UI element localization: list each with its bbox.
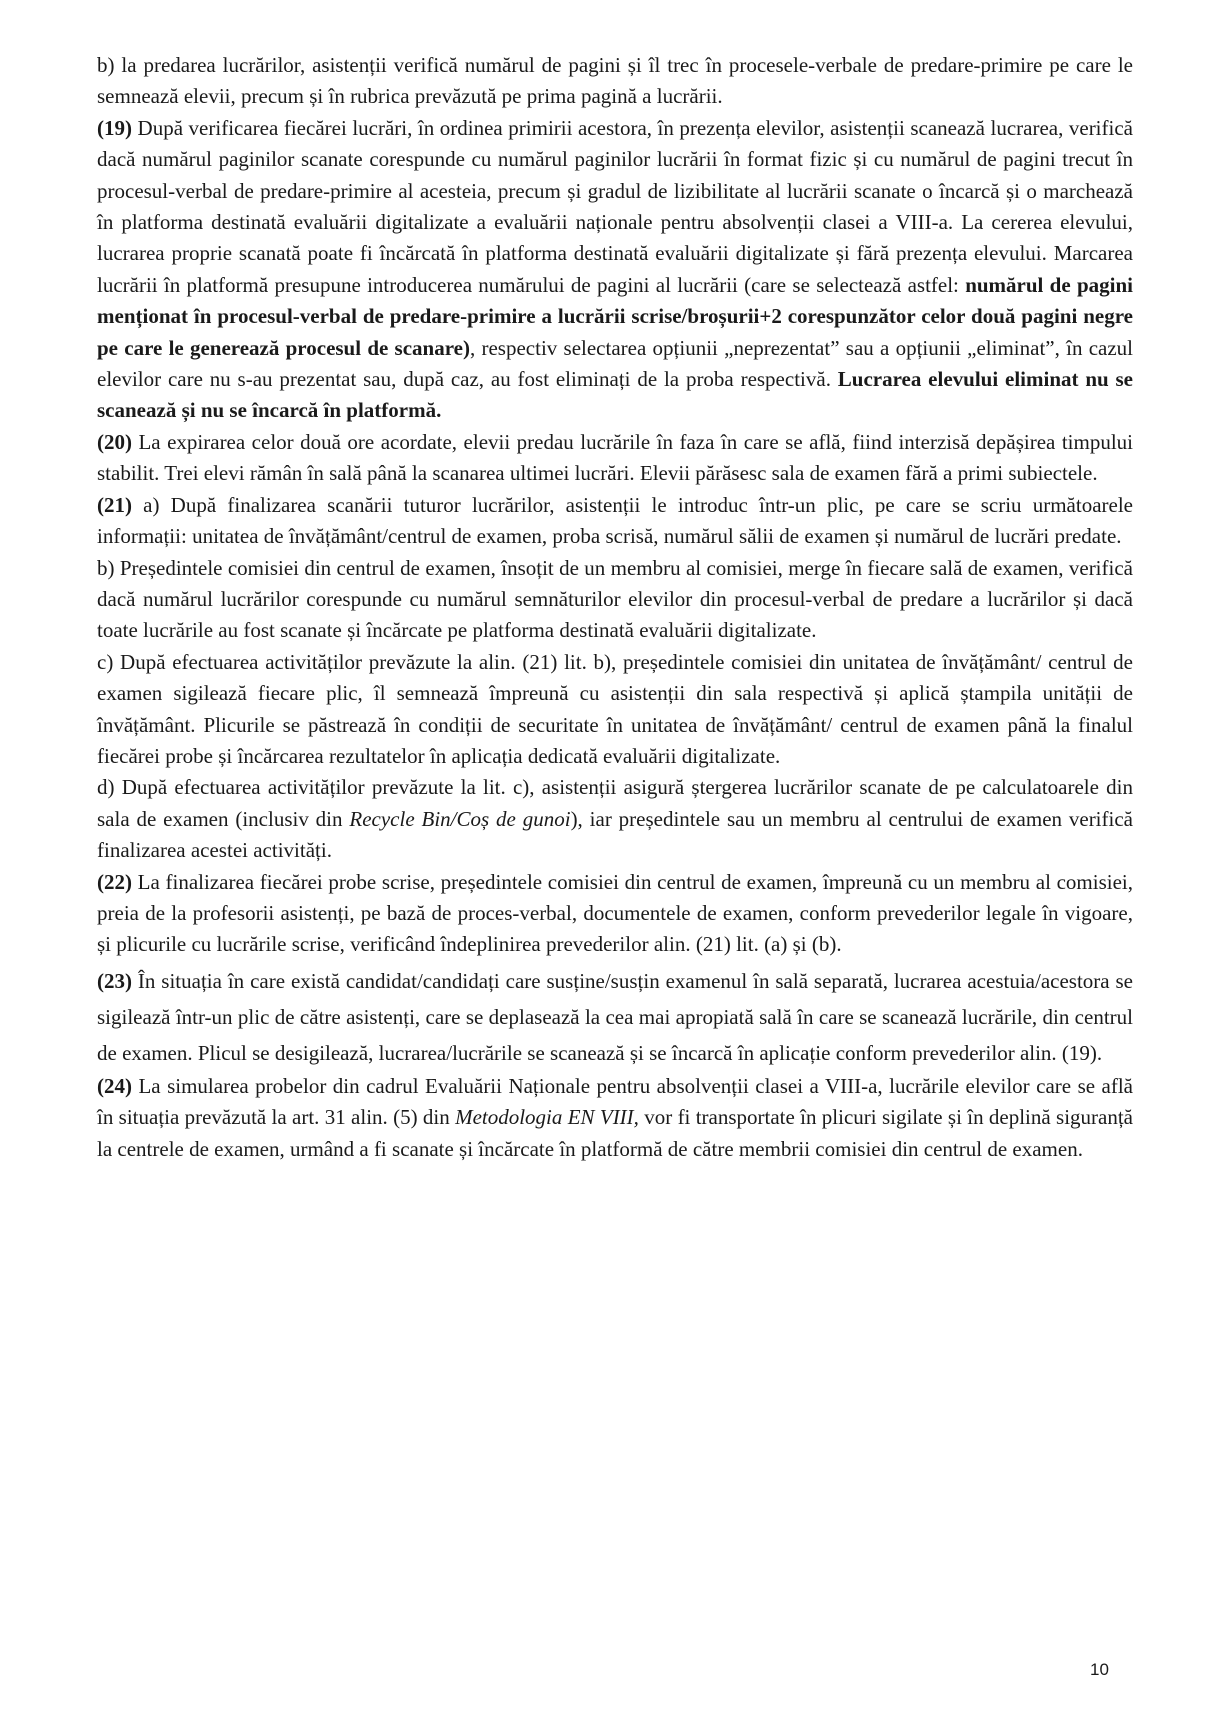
document-body [97, 50, 1133, 1165]
paragraph [97, 772, 1133, 866]
italic-text: Recycle Bin/Coș de gunoi [349, 806, 571, 831]
italic-text: Metodologia EN VIII, [455, 1105, 639, 1130]
text-segment: ), iar președintele sau un membru al centrului de examen verifică finalizarea acestei activități. [97, 806, 1133, 863]
paragraph [97, 867, 1133, 961]
bold-text: (23) [97, 968, 132, 993]
text-segment: La finalizarea fiecărei probe scrise, președintele comisiei din centrul de examen, împreună cu un membru al comisiei, preia de la profesorii asistenți, pe bază de proces-verbal, documentele de examen, conform prevederilor legale în vigoare, și plicurile cu lucrările scrise, verificând îndeplinirea prevederilor alin. (21) lit. (a) și (b). [97, 869, 1133, 957]
paragraph [97, 490, 1133, 553]
paragraph [97, 50, 1133, 113]
bold-text: numărul de pagini menționat în procesul-verbal de predare-primire a lucrării scrise/broșurii+2 corespunzător celor două pagini negre pe care le generează procesul de scanare) [97, 272, 1133, 360]
text-segment: b) la predarea lucrărilor, asistenții verifică numărul de pagini și îl trec în procesele-verbale de predare-primire pe care le semnează elevii, precum și în rubrica prevăzută pe prima pagină a lucrării. [97, 53, 1133, 109]
text-segment: , respectiv selectarea opțiunii „neprezentat” sau a opțiunii „eliminat”, în cazul elevilor care nu s-au prezentat sau, după caz, au fost eliminați de la proba respectivă. [97, 335, 1133, 392]
text-segment: b) Președintele comisiei din centrul de examen, însoțit de un membru al comisiei, merge în fiecare sală de examen, verifică dacă numărul lucrărilor corespunde cu numărul semnăturilor elevilor din procesul-verbal de predare a lucrărilor și dacă toate lucrările au fost scanate și încărcate pe platforma destinată evaluării digitalizate. [97, 555, 1133, 643]
text-segment: În situația în care există candidat/candidați care susține/susțin examenul în sală separată, lucrarea acestuia/acestora se sigilează într-un plic de către asistenți, care se deplasează la cea mai apropiată sală în care se scanează lucrările, din centrul de examen. Plicul se desigilează, lucrarea/lucrările se scanează și se încarcă în aplicație conform prevederilor alin. (19). [97, 968, 1133, 1065]
text-segment: La simularea probelor din cadrul Evaluării Naționale pentru absolvenții clasei a VIII-a, lucrările elevilor care se află în situația prevăzută la art. 31 alin. (5) din [97, 1073, 1133, 1130]
text-segment: d) După efectuarea activităților prevăzute la lit. c), asistenții asigură ștergerea lucrărilor scanate de pe calculatoarele din sala de examen (inclusiv din [97, 775, 1133, 831]
bold-text: (21) [97, 492, 132, 517]
text-segment: vor fi transportate în plicuri sigilate și în deplină siguranță la centrele de examen, urmând a fi scanate și încărcate în platformă de către membrii comisiei din centrul de examen. [97, 1105, 1133, 1161]
text-segment: La expirarea celor două ore acordate, elevii predau lucrările în faza în care se află, fiind interzisă depășirea timpului stabilit. Trei elevi rămân în sală până la scanarea ultimei lucrări. Elevii părăsesc sala de examen fără a primi subiectele. [97, 429, 1133, 486]
paragraph [97, 113, 1133, 427]
bold-text: (20) [97, 429, 132, 454]
text-segment: c) După efectuarea activităților prevăzute la alin. (21) lit. b), președintele comisiei din unitatea de învățământ/ centrul de examen sigilează fiecare plic, îl semnează împreună cu asistenții din sala respectivă și aplică ștampila unității de învățământ. Plicurile se păstrează în condiții de securitate în unitatea de învățământ/ centrul de examen până la finalul fiecărei probe și încărcarea rezultatelor în aplicația dedicată evaluării digitalizate. [97, 649, 1133, 768]
page-number: 10 [1090, 1660, 1109, 1679]
bold-text: (19) [97, 115, 132, 140]
paragraph [97, 553, 1133, 647]
bold-text: Lucrarea elevului eliminat nu se scanează și nu se încarcă în platformă. [97, 367, 1133, 423]
bold-text: (22) [97, 869, 132, 894]
paragraph [97, 647, 1133, 773]
text-segment: După verificarea fiecărei lucrări, în ordinea primirii acestora, în prezența elevilor, asistenții scanează lucrarea, verifică dacă numărul paginilor scanate corespunde cu numărul paginilor lucrării în format fizic și cu numărul de pagini trecut în procesul-verbal de predare-primire al acesteia, precum și gradul de lizibilitate al lucrării scanate o încarcă și o marchează în platforma destinată evaluării digitalizate a evaluării naționale pentru absolvenții clasei a VIII-a. La cererea elevului, lucrarea proprie scanată poate fi încărcată în platforma destinată evaluării digitalizate și fără prezența elevului. Marcarea lucrării în platformă presupune introducerea numărului de pagini al lucrării (care se selectează astfel: [97, 115, 1133, 297]
paragraph [97, 427, 1133, 490]
bold-text: (24) [97, 1073, 132, 1098]
paragraph [97, 1071, 1133, 1165]
paragraph [97, 963, 1133, 1071]
text-segment: a) După finalizarea scanării tuturor lucrărilor, asistenții le introduc într-un plic, pe care se scriu următoarele informații: unitatea de învățământ/centrul de examen, proba scrisă, numărul sălii de examen și numărul de lucrări predate. [97, 492, 1133, 549]
